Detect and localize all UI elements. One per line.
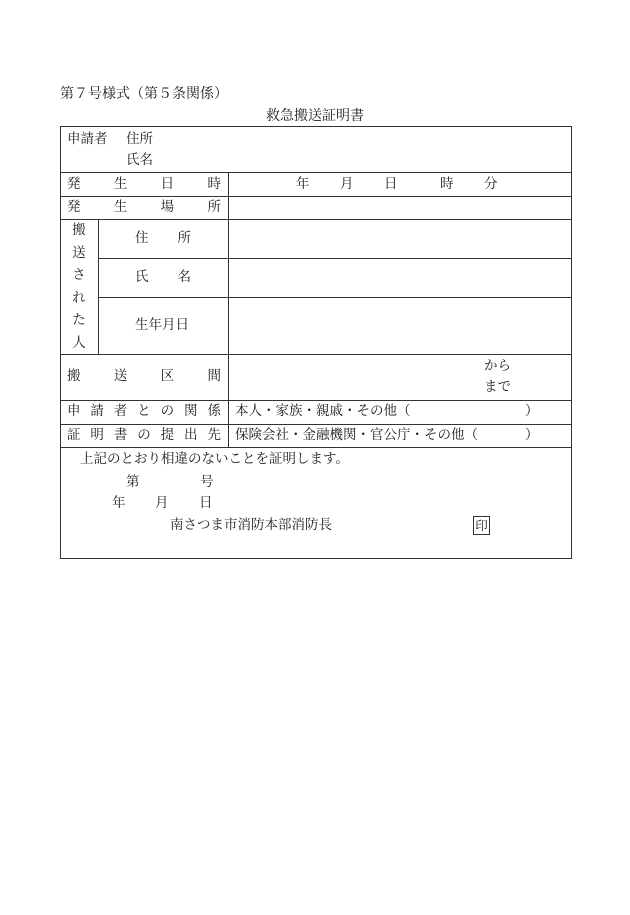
person-address-label: 住 所: [135, 230, 191, 246]
number-suffix: 号: [200, 474, 214, 490]
hour-unit: 時: [440, 176, 454, 192]
row-divider: [60, 172, 572, 173]
column-divider: [228, 172, 229, 447]
form-number: 第７号様式（第５条関係）: [60, 86, 228, 102]
year-unit: 年: [296, 176, 310, 192]
document-title: 救急搬送証明書: [266, 108, 364, 124]
number-prefix: 第: [126, 474, 140, 490]
person-name-label: 氏 名: [135, 269, 191, 285]
row-divider: [98, 258, 572, 259]
transported-person-label: 搬 送 さ れ た 人: [72, 222, 86, 351]
submission-options: 保険会社・金融機関・官公庁・その他（: [235, 427, 478, 443]
row-divider: [60, 219, 572, 220]
day-unit: 日: [384, 176, 398, 192]
person-birthdate-label: 生年月日: [135, 317, 189, 333]
relation-close-paren: ）: [525, 403, 539, 419]
row-divider: [60, 400, 572, 401]
transport-section-label: 搬 送 区 間: [67, 368, 221, 384]
submission-close-paren: ）: [525, 427, 539, 443]
occurrence-datetime-label: 発 生 日 時: [67, 176, 221, 192]
column-divider: [98, 219, 99, 354]
seal-mark: 印: [473, 516, 490, 535]
occurrence-place-label: 発 生 場 所: [67, 199, 221, 215]
minute-unit: 分: [484, 176, 498, 192]
row-divider: [60, 196, 572, 197]
submission-label: 証 明 書 の 提 出 先: [67, 427, 221, 443]
cert-month-unit: 月: [155, 495, 169, 511]
row-divider: [60, 354, 572, 355]
cert-day-unit: 日: [199, 495, 213, 511]
issuer-name: 南さつま市消防本部消防長: [170, 517, 332, 533]
certification-statement: 上記のとおり相違のないことを証明します。: [80, 451, 349, 467]
cert-year-unit: 年: [112, 495, 126, 511]
relation-options: 本人・家族・親戚・その他（: [235, 403, 411, 419]
applicant-name-label: 氏名: [126, 152, 153, 168]
row-divider: [98, 297, 572, 298]
row-divider: [60, 424, 572, 425]
to-text: まで: [484, 379, 511, 395]
relation-label: 申 請 者 と の 関 係: [67, 403, 221, 419]
row-divider: [60, 447, 572, 448]
from-text: から: [484, 358, 511, 374]
applicant-label: 申請者: [67, 131, 108, 147]
applicant-address-label: 住所: [126, 131, 153, 147]
month-unit: 月: [340, 176, 354, 192]
